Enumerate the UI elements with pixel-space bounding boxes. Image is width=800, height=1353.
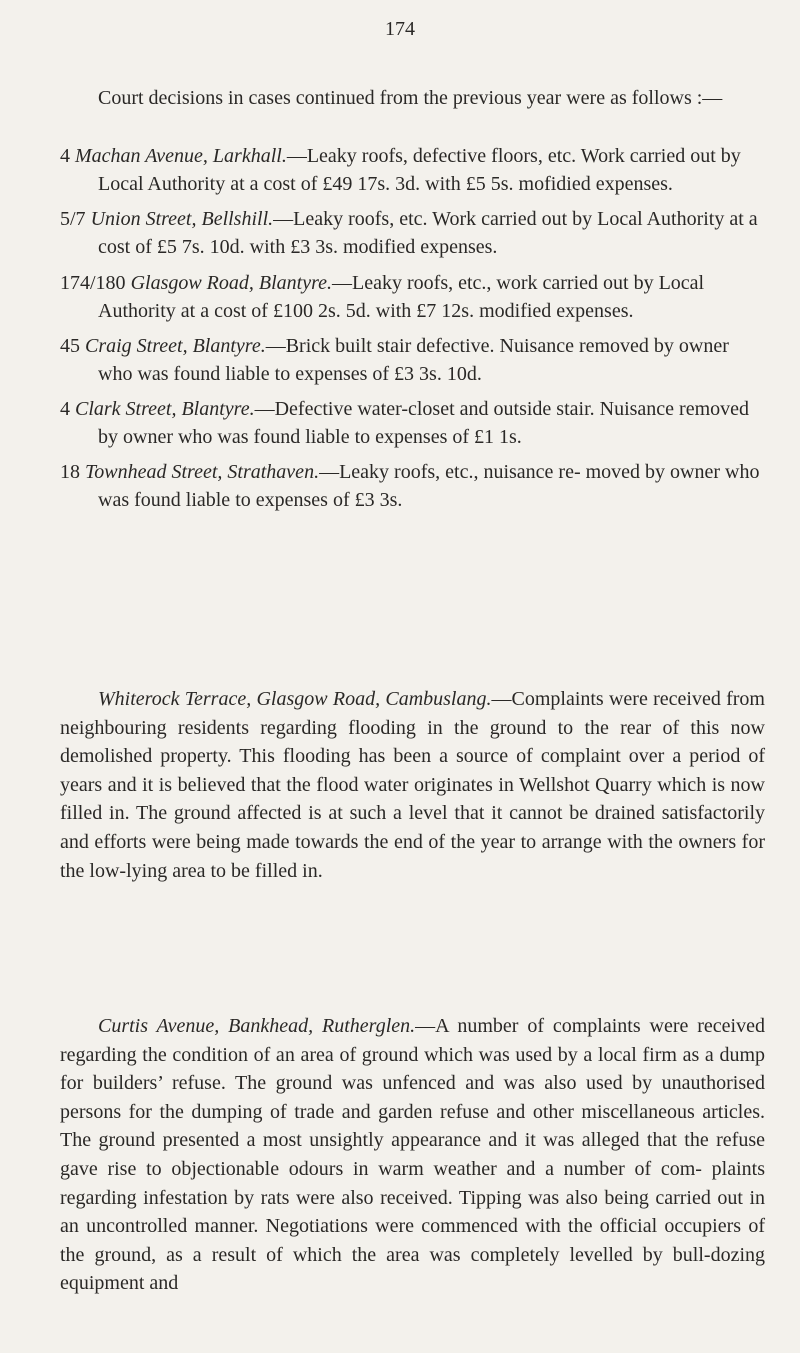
list-item: [60, 332, 765, 388]
paragraph-text: —Complaints were received from neighbouring residents regarding flooding in the ground to the rear of this now demolished property. This flooding has been a source of complaint over a period of years and it is believed that the flood water originates in Wellshot Quarry which is now filled in. The ground affected is at such a level that it cannot be drained satisfactorily and efforts were being made towards the end of the year to arrange with the owners for the low-lying area to be filled in.: [60, 688, 765, 882]
intro-paragraph: Court decisions in cases continued from the previous year were as follows :—: [98, 87, 723, 109]
item-text: —Leaky roofs, defective floors, etc. Work carried out by Local Authority at a cost of £49 17s. 3d. with £5 5s. mofidied expenses.: [98, 145, 741, 195]
item-number: 174/180: [60, 272, 126, 294]
item-address: Machan Avenue, Larkhall.: [75, 145, 287, 167]
item-text: —Leaky roofs, etc. Work carried out by Local Authority at a cost of £5 7s. 10d. with £3 3s. modified expenses.: [98, 208, 758, 258]
item-text: —Leaky roofs, etc., work carried out by Local Authority at a cost of £100 2s. 5d. with £7 12s. modified expenses.: [98, 272, 705, 322]
item-address: Glasgow Road, Blantyre.: [130, 272, 333, 294]
list-item: [60, 269, 765, 325]
item-number: 5/7: [60, 208, 86, 230]
curtis-avenue-paragraph: [60, 1012, 765, 1298]
item-text: —Brick built stair defective. Nuisance removed by owner who was found liable to expenses of £3 3s. 10d.: [98, 335, 729, 385]
item-number: 45: [60, 335, 80, 357]
page-number: 174: [385, 18, 415, 40]
item-address: Townhead Street, Strathaven.: [85, 461, 320, 483]
paragraph-heading: Curtis Avenue, Bankhead, Rutherglen.: [98, 1015, 416, 1037]
item-address: Clark Street, Blantyre.: [75, 398, 255, 420]
item-text: —Defective water-closet and outside stair. Nuisance removed by owner who was found liable to expenses of £1 1s.: [98, 398, 750, 448]
item-address: Union Street, Bellshill.: [90, 208, 274, 230]
list-item: [60, 458, 765, 514]
item-address: Craig Street, Blantyre.: [85, 335, 266, 357]
list-item: [60, 205, 765, 261]
item-number: 4: [60, 145, 70, 167]
paragraph-heading: Whiterock Terrace, Glasgow Road, Cambuslang.: [98, 688, 492, 710]
whiterock-terrace-paragraph: [60, 685, 765, 885]
court-decisions-list: [60, 142, 765, 521]
paragraph-text: —A number of complaints were received regarding the condition of an area of ground which was used by a local firm as a dump for builders’ refuse. The ground was unfenced and was also used by unauthorised persons for the dumping of trade and garden refuse and other miscellaneous articles. The ground presented a most unsightly appearance and it was alleged that the refuse gave rise to objectionable odours in warm weather and a number of com- plaints regarding infestation by rats were also received. Tipping was also being carried out in an uncontrolled manner. Negotiations were commenced with the official occupiers of the ground, as a result of which the area was completely levelled by bull-dozing equipment and: [60, 1015, 765, 1295]
item-number: 18: [60, 461, 80, 483]
list-item: [60, 395, 765, 451]
item-number: 4: [60, 398, 70, 420]
list-item: [60, 142, 765, 198]
item-text: —Leaky roofs, etc., nuisance re- moved by owner who was found liable to expenses of £3 3s.: [98, 461, 760, 511]
